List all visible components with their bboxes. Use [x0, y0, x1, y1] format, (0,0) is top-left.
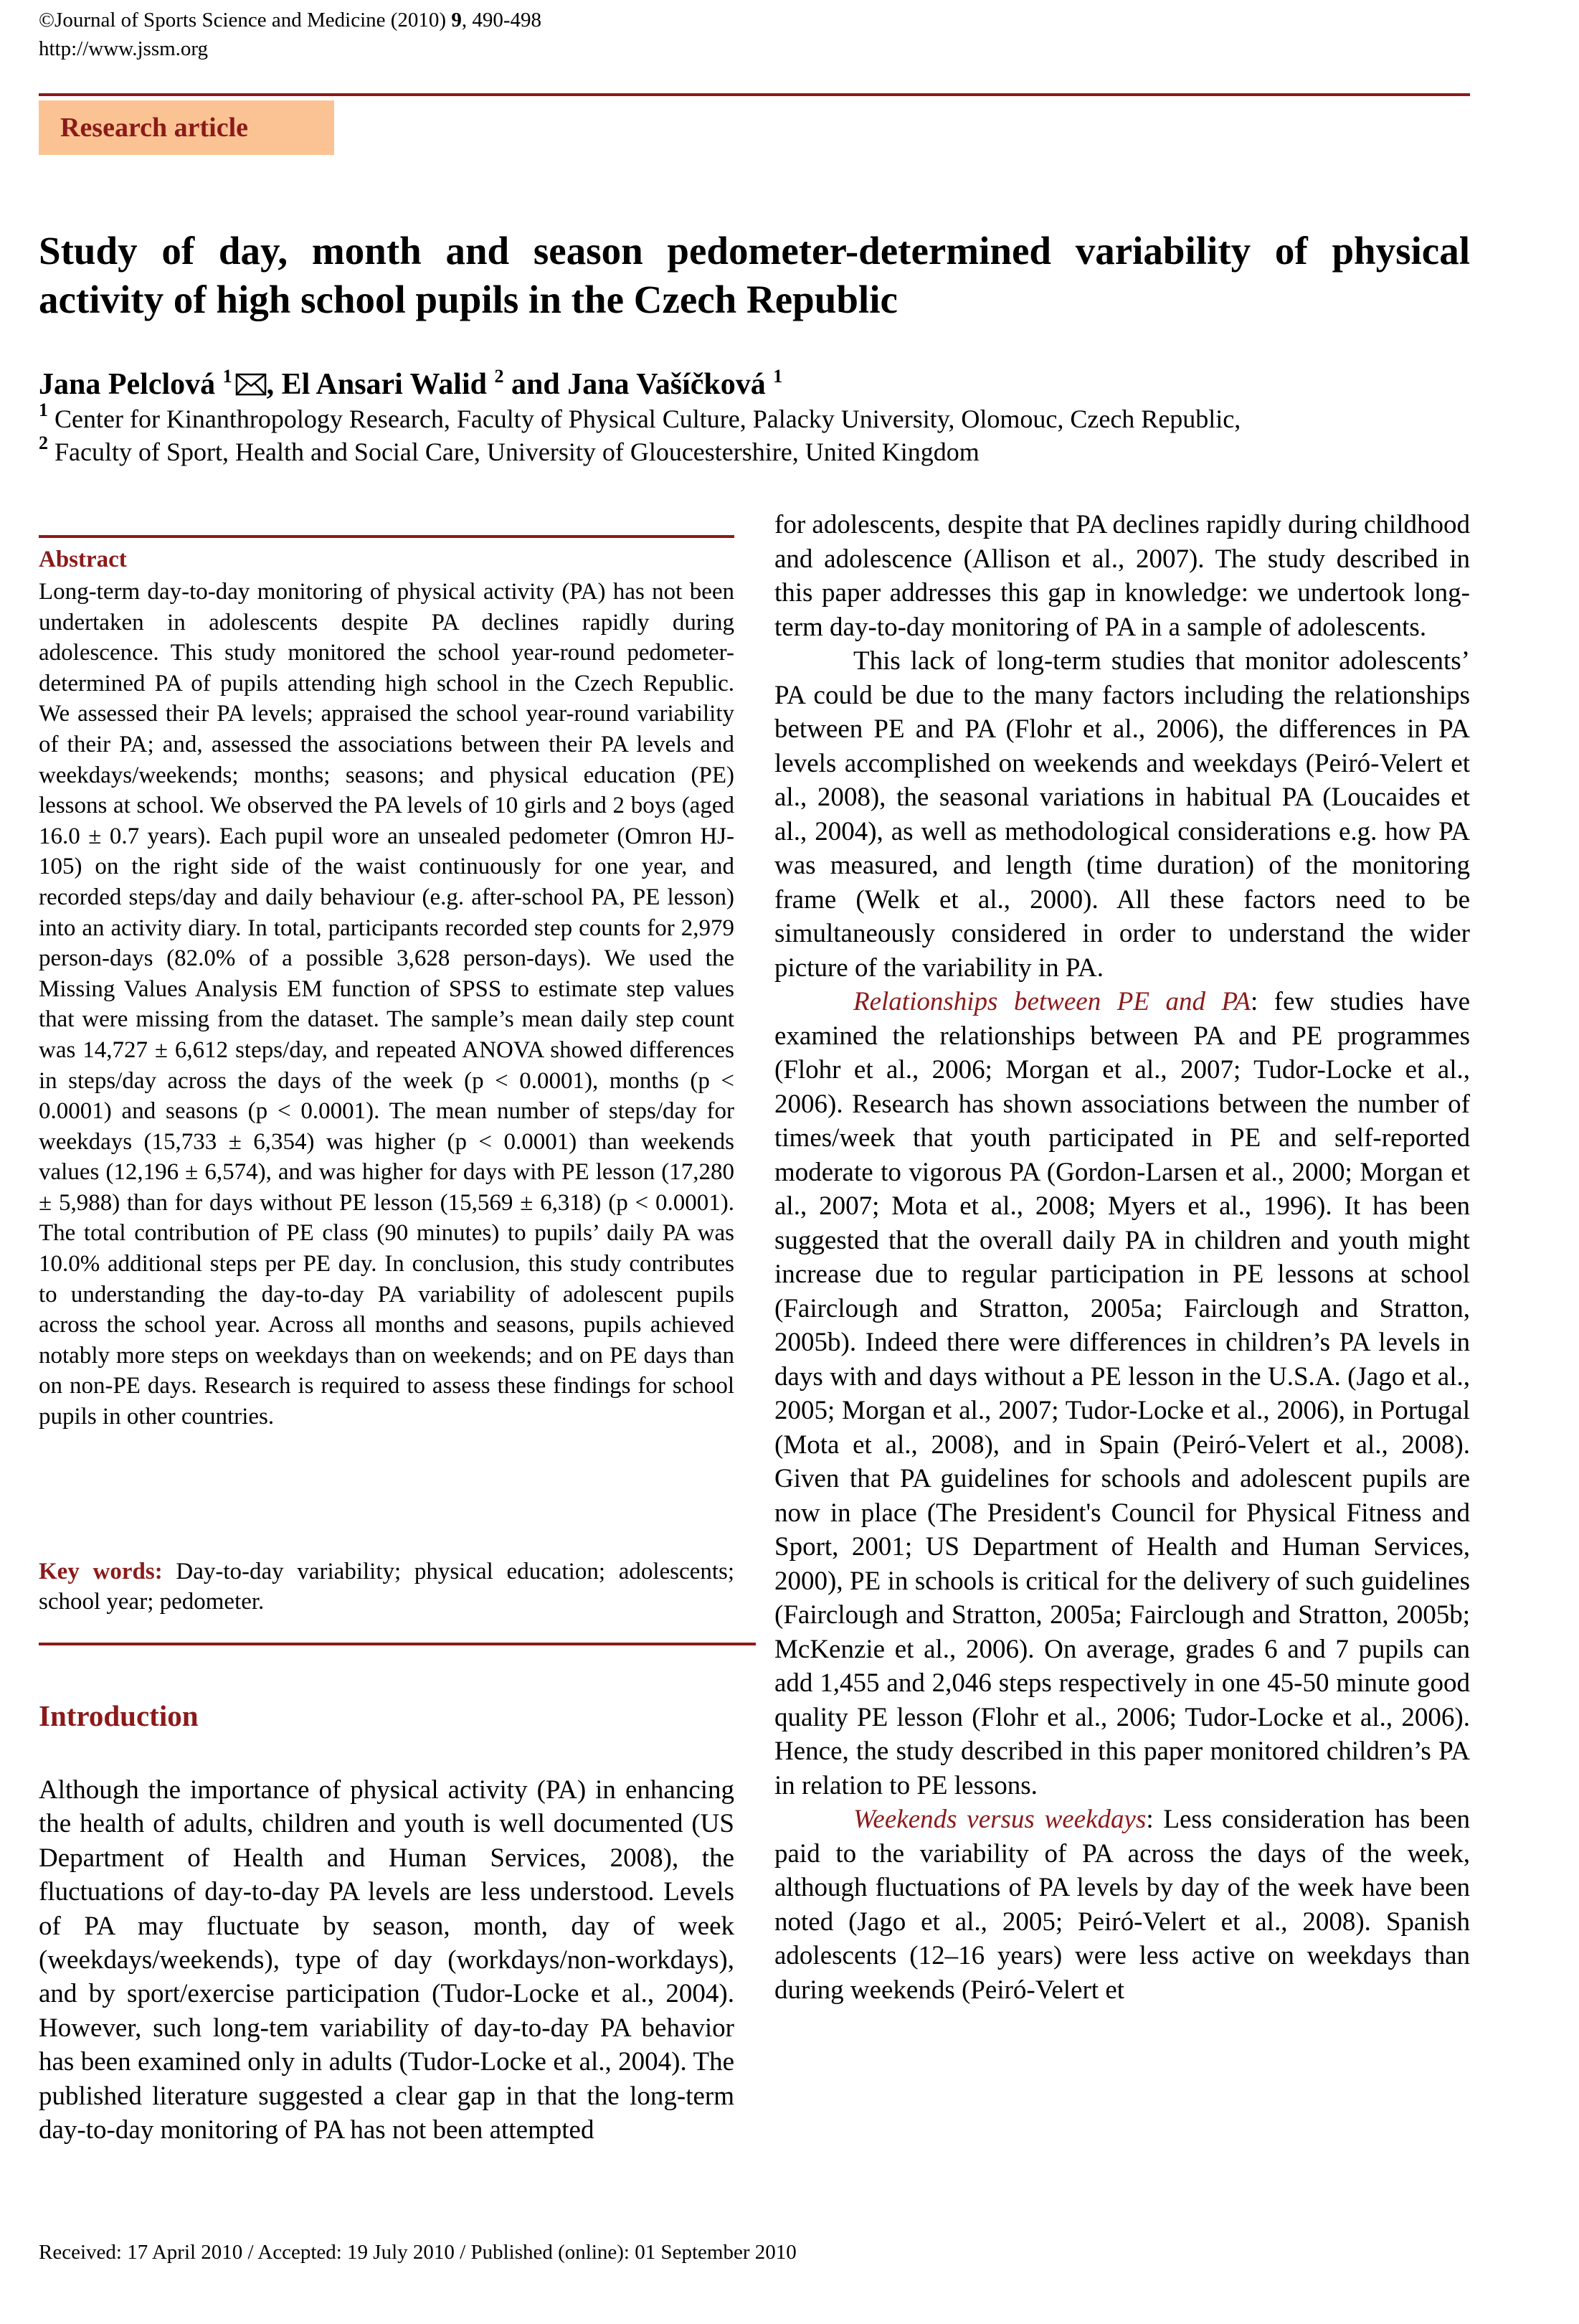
body-paragraph: [774, 1803, 1470, 2007]
introduction-heading: Introduction: [39, 1699, 199, 1732]
abstract-heading: Abstract: [39, 547, 127, 572]
journal-citation: [39, 6, 541, 34]
abstract-text: Long-term day-to-day monitoring of physical activity (PA) has not been undertaken in adolescents despite PA declines rapidly during adolescence. This study monitored the school year-round pedometer-determined PA of pupils attending high school in the Czech Republic. We assessed their PA levels; appraised the school year-round variability of their PA; and, assessed the associations between their PA levels and weekdays/weekends; months; seasons; and physical education (PE) lessons at school. We observed the PA levels of 10 girls and 2 boys (aged 16.0 ± 0.7 years). Each pupil wore an unsealed pedometer (Omron HJ-105) on the right side of the waist continuously for one year, and recorded steps/day and daily behaviour (e.g. after-school PA, PE lesson) into an activity diary. In total, participants recorded step counts for 2,979 person-days (82.0% of a possible 3,628 person-days). We used the Missing Values Analysis EM function of SPSS to estimate step values that were missing from the dataset. The sample’s mean daily step count was 14,727 ± 6,612 steps/day, and repeated ANOVA showed differences in steps/day across the days of the week (p < 0.0001), months (p < 0.0001) and seasons (p < 0.0001). The mean number of steps/day for weekdays (15,733 ± 6,354) was higher (p < 0.0001) than weekends values (12,196 ± 6,574), and was higher for days with PE lesson (17,280 ± 5,988) than for days without PE lesson (15,569 ± 6,318) (p < 0.0001). The total contribution of PE class (90 minutes) to pupils’ daily PA was 10.0% additional steps per PE day. In conclusion, this study contributes to understanding the day-to-day PA variability of adolescent pupils across the school year. Across all months and seasons, pupils achieved notably more steps on weekdays than on weekends; and on PE days than on non-PE days. Research is required to assess these findings for school pupils in other countries.: [39, 579, 734, 1430]
body-paragraph: [774, 985, 1470, 1803]
article-title: Study of day, month and season pedometer-determined variability of physical activity of high school pupils in the Czech Republic: [39, 229, 1470, 321]
subsection-heading: Relationships between PE and PA: [853, 987, 1251, 1016]
affiliation-number: 2: [39, 433, 48, 453]
right-column-text: [774, 508, 1470, 2007]
author-affiliation-mark: 2: [494, 366, 504, 387]
journal-url[interactable]: http://www.jssm.org: [39, 37, 209, 60]
keywords-label: Key words:: [39, 1559, 163, 1584]
affiliation-2: [39, 435, 980, 469]
paragraph-text: : Less consideration has been paid to the variability of PA across the days of the week, although fluctuations of PA levels by day of the week have been noted (Jago et al., 2005; Peiró-Velert et al., 2008). Spanish adolescents (12–16 years) were less active on weekdays than during weekends (Peiró-Velert et: [774, 1805, 1471, 2005]
author-affiliation-mark: 1: [222, 366, 232, 387]
article-type-badge: [39, 100, 334, 155]
body-paragraph: for adolescents, despite that PA declines rapidly during childhood and adolescence (Allison et al., 2007). The study described in this paper addresses this gap in knowledge: we undertook long-term day-to-day monitoring of PA in a sample of adolescents.: [774, 510, 1470, 642]
journal-volume: 9: [451, 9, 462, 32]
affiliation-number: 1: [39, 400, 48, 420]
journal-name: ©Journal of Sports Science and Medicine (2010): [39, 9, 452, 32]
subsection-heading: Weekends versus weekdays: [853, 1805, 1147, 1834]
affiliation-text: Faculty of Sport, Health and Social Care, University of Gloucestershire, United Kingdom: [48, 438, 980, 466]
abstract-bottom-rule: [39, 1643, 756, 1645]
header-rule: [39, 93, 1470, 96]
introduction-paragraph: Although the importance of physical activity (PA) in enhancing the health of adults, children and youth is well documented (US Department of Health and Human Services, 2008), the fluctuations of day-to-day PA levels are less understood. Levels of PA may fluctuate by season, month, day of week (weekdays/weekends), type of day (workdays/non-workdays), and by sport/exercise participation (Tudor-Locke et al., 2004). However, such long-tem variability of day-to-day PA behavior has been examined only in adults (Tudor-Locke et al., 2004). The published literature suggested a clear gap in that the long-term day-to-day monitoring of PA has not been attempted: [39, 1775, 734, 2145]
author-name: Jana Pelclová: [39, 368, 223, 401]
paragraph-text: : few studies have examined the relationships between PA and PE programmes (Flohr et al., 2006; Morgan et al., 2007; Tudor-Locke et al., 2006). Research has shown associations between the number of times/week that youth participated in PE and self-reported moderate to vigorous PA (Gordon-Larsen et al., 2000; Morgan et al., 2007; Mota et al., 2008; Myers et al., 1996). It has been suggested that the overall daily PA in children and youth might increase due to regular participation in PE lessons at school (Fairclough and Stratton, 2005a; Fairclough and Stratton, 2005b). Indeed there were differences in children’s PA levels in days with and days without a PE lesson in the U.S.A. (Jago et al., 2005; Morgan et al., 2007; Tudor-Locke et al., 2006), in Portugal (Mota et al., 2008), and in Spain (Peiró-Velert et al., 2008). Given that PA guidelines for schools and adolescent pupils are now in place (The President's Council for Physical Fitness and Sport, 2001; US Department of Health and Human Services, 2000), PE in schools is critical for the delivery of such guidelines (Fairclough and Stratton, 2005a; Fairclough and Stratton, 2005b; McKenzie et al., 2006). On average, grades 6 and 7 pupils can add 1,455 and 2,046 steps respectively in one 45-50 minute good quality PE lesson (Flohr et al., 2006; Tudor-Locke et al., 2006). Hence, the study described in this paper monitored children’s PA in relation to PE lessons.: [774, 987, 1470, 1800]
journal-pages: , 490-498: [461, 9, 541, 32]
affiliation-text: Center for Kinanthropology Research, Faculty of Physical Culture, Palacky University, Olomouc, Czech Republic,: [48, 405, 1241, 433]
author-name: and Jana Vašíčková: [503, 368, 774, 401]
body-paragraph: This lack of long-term studies that monitor adolescents’ PA could be due to the many factors including the relationships between PE and PA (Flohr et al., 2006), the differences in PA levels accomplished on weekends and weekdays (Peiró-Velert et al., 2008), the seasonal variations in habitual PA (Loucaides et al., 2004), as well as methodological considerations e.g. how PA was measured, and length (time duration) of the monitoring frame (Welk et al., 2000). All these factors need to be simultaneously considered in order to understand the wider picture of the variability in PA.: [774, 646, 1470, 983]
author-name: , El Ansari Walid: [266, 368, 495, 401]
keywords: [39, 1557, 734, 1617]
author-affiliation-mark: 1: [773, 366, 783, 387]
affiliation-1: [39, 402, 1241, 436]
abstract-top-rule: [39, 535, 734, 538]
publication-dates: Received: 17 April 2010 / Accepted: 19 July 2010 / Published (online): 01 September 2010: [39, 2241, 797, 2264]
article-type-label: Research article: [60, 113, 249, 143]
keywords-text: Day-to-day variability; physical education; adolescents; school year; pedometer.: [39, 1559, 734, 1615]
